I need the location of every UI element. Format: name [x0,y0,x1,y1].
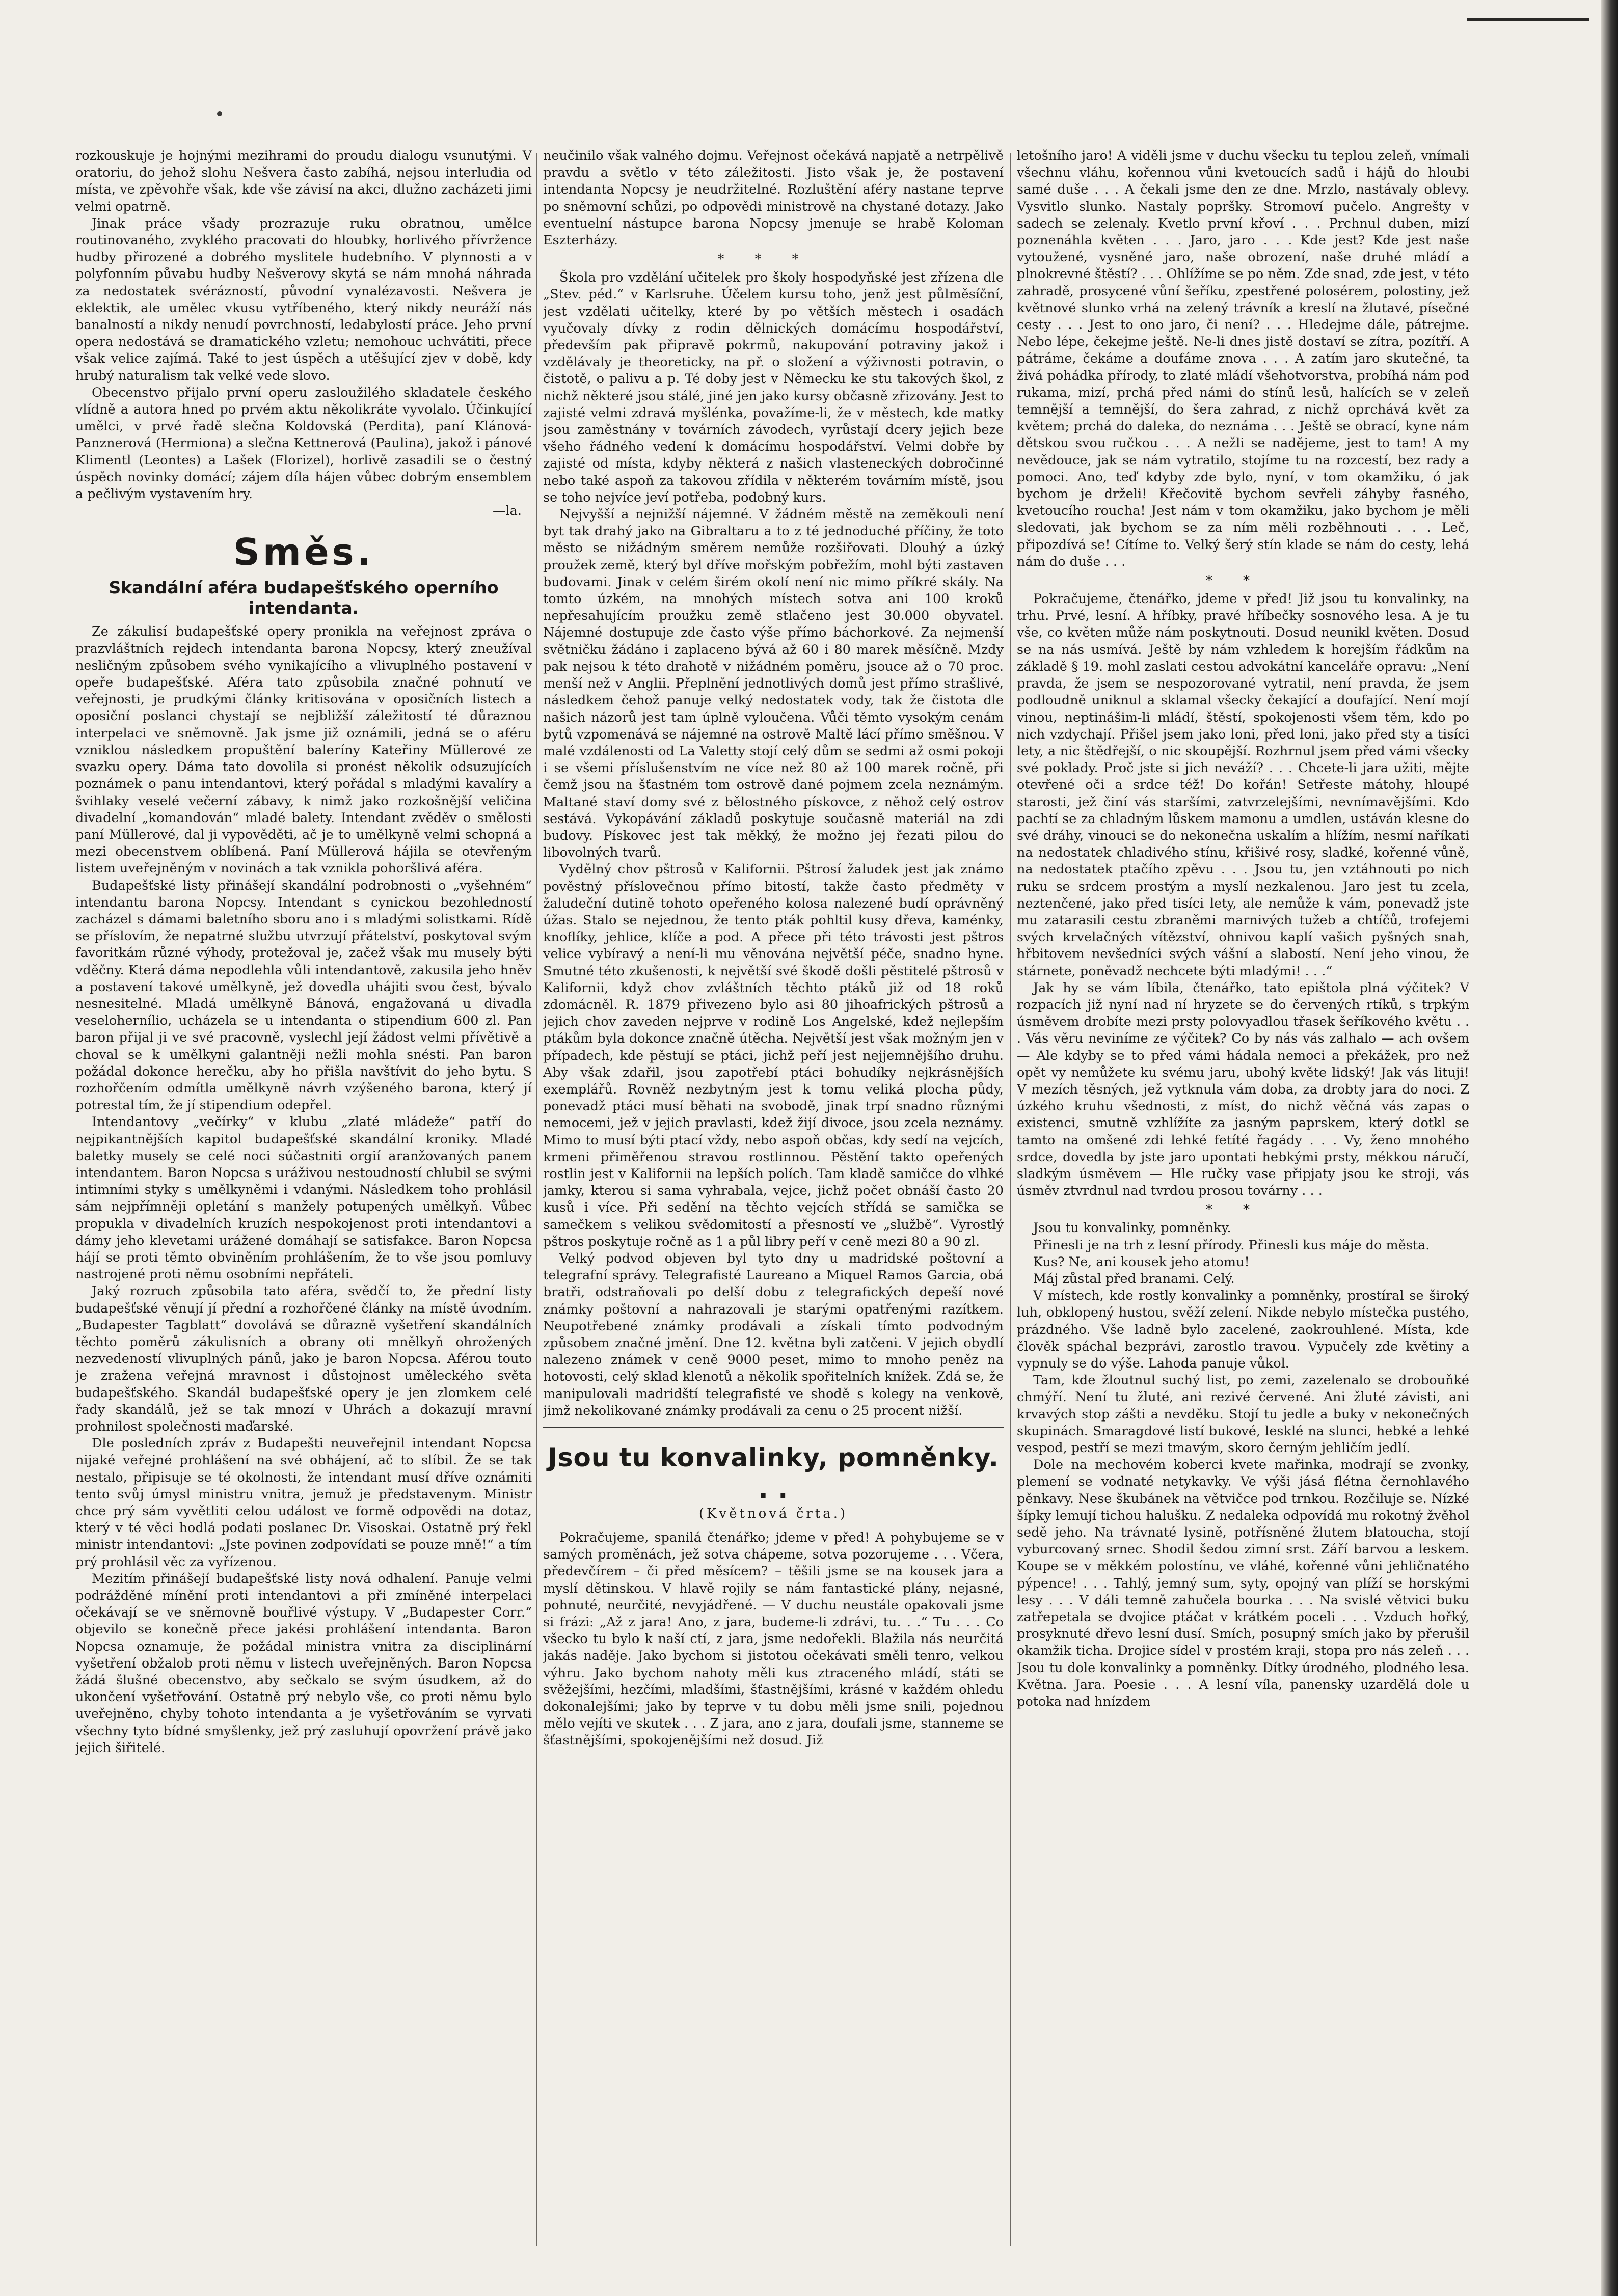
paragraph: Budapešťské listy přinášejí skandální podrobnosti o „vyšehném“ intendantu barona Nopcsy. Intendant s cynickou bezohledností zacházel s dámami baletního sboru ano i s mladými solistkami. Rídě se příslovím, že nepatrné službu utvrzují přátelství, poskytoval svým favoritkám různé výhody, protežoval je, začež však mu musely býti vděčny. Která dáma nepodlehla vůli intendantově, zakusila jeho hněv a postavení takové umělkyně, jež dovedla uhájiti svou čest, bývalo nesnesitelné. Mladá umělkyně Bánová, engažovaná u divadla veselohernílio, ucházela se u intendanta o stipendium 600 zl. Pan baron přijal ji ve své pracovně, vyslechl její žádost velmi přívětivě a choval se k umělkyni galantněji nežli mohla snésti. Pan baron požádal dokonce herečku, aby ho přišla navštívit do jeho bytu. S rozhořčením odmítla umělkyně návrh vzýšeného barona, který jí potrestal tím, že jí stipendium odepřel. [75,878,532,1113]
paragraph: Dle posledních zpráv z Budapešti neuveřejnil intendant Nopcsa nijaké veřejné prohlášení na své obhájení, ač to slíbil. Že se tak nestalo, připisuje se té okolnosti, že intendant musí dříve oznámiti tento svůj úmysl ministru vnitra, jemuž je představenym. Ministr chce prý sám vyvětliti celou událost ve formě odpovědi na dotaz, který v té věci hodlá podati poslanec Dr. Visoskai. Ostatně prý řekl ministr intendantovi: „Jste povinen zodpovídati se pouze mně!“ a tím prý prohlásil věc za vyřízenou. [75,1436,532,1570]
paragraph: Mezitím přinášejí budapešťské listy nová odhalení. Panuje velmi podrážděné mínění proti intendantovi a při zmíněné interpelaci očekávají se ve sněmovně bouřlivé výstupy. V „Budapester Corr.“ objevilo se konečně přece jakési prohlášení intendanta. Baron Nopcsa oznamuje, že požádal ministra vnitra za disciplinární vyšetření obžalob proti němu v listech uveřejněných. Baron Nopcsa žádá šlušné obecenstvo, aby sečkalo se svým úsudkem, až do ukončení vyšetřování. Ostatně prý nebylo vše, co proti němu bylo uveřejněno, chyby tohoto intendanta a je vyšetřováním se vyrvati všechny tyto bídné smyšlenky, jež prý zasluhují opovržení právě jako jejich šiřitelé. [75,1571,532,1756]
section-divider-stars: ** [1206,573,1280,589]
top-rule [1467,18,1589,21]
paragraph: Obecenstvo přijalo první operu zasloužilého skladatele českého vlídně a autora hned po prvém aktu několikráte vyvolalo. Účinkující umělci, v prvé řadě slečna Koldovská (Perdita), paní Klánová-Panznerová (Hermiona) a slečna Kettnerová (Paulina), jakož i pánové Klimentl (Leontes) a Lašek (Florizel), horlivě zasadili se o čestný úspěch novinky domácí; zájem díla hájen vůbec dobrým ensemblem a pečlivým vystavením hry. [75,385,532,502]
paragraph: Pokračujeme, čtenářko, jdeme v před! Již jsou tu konvalinky, na trhu. Prvé, lesní. A hříbky, pravé hříbečky sosnového lesa. A je tu vše, co květen může nám poskytnouti. Dosud neunikl květen. Dosud se na nás usmívá. Ještě by nám vzhledem k horejším řádkům na základě § 19. mohl zaslati cestou advokátní kanceláře opravu: „Není pravda, že jsem se nespozorované vytratil, není pravda, že jsem podloudně uniknul a sklamal všecky čekající a doufající. Není mojí vinou, neptinášim-li mládí, štěstí, spokojenosti všem těm, kdo po nich vzdychají. Přišel jsem jako loni, před loni, jako před sty a tisíci lety, a nic štědřejší, o nic skoupější. Rozhrnul jsem před vámi všecky své poklady. Proč jste si jich neváží? . . . Chcete-li jara užiti, mějte otevřené oči a srdce též! Do kořán! Setřeste mátohy, hloupé starosti, jež činí vás staršími, zatvrzelejšími, nevnímavějšími. Kdo pachtí se za chladným lůskem mamonu a umdlen, ustáván klesne do své dráhy, vinouci se do nekonečna uskalím a hlížím, nesmí naříkati na nedostatek chladivého stínu, křišivé rosy, sladké, kořenné vůně, na nedostatek ptačího zpěvu . . . Jsou tu, jen vztáhnouti po nich ruku se srdcem prostým a myslí nezkalenou. Jaro jest tu zcela, neztenčené, jako před tisíci lety, ale nemůže k vám, ponevadž jste mu zatarasili cestu zbraněmi marnivých tužeb a chtíčů, trofejemi svých krvelačných vítězství, ohnivou kaplí vašich pyšných snah, hřbitovem nevšedníci svých vášní a slabostí. Není jeho vinou, že stárnete, poněvadž nechcete býti mladými! . . .“ [1017,591,1469,979]
section-divider-stars: *** [717,252,829,267]
paragraph: letošního jaro! A viděli jsme v duchu všecku tu teplou zeleň, vnímali všechnu vláhu, kořennou vůni kvetoucích sadů i hájů do hloubi samé duše . . . A čekali jsme den ze dne. Mrzlo, nastávaly oblevy. Vysvitlo slunko. Nastaly popršky. Stromoví pučelo. Angrešty v sadech se zelenaly. Kvetlo první křoví . . . Prchnul duben, mizí poznenáhla květen . . . Jaro, jaro . . . Kde jest? Kde jest naše vytoužené, vysněné jaro, naše obrození, naše druhé mládí a plnokrevné štěstí? . . . Ohlížíme se po něm. Zde snad, zde jest, v této zahradě, prosycené vůní šeříku, zpestřené polosérem, polostiny, jež květnové slunko vrhá na zelený trávník a kreslí na žlutavé, písečné cesty . . . Jest to ono jaro, či není? . . . Hledejme dále, pátrejme. Nebo lépe, čekejme ještě. Ne-li dnes jistě dostaví se zítra, pozítří. A pátráme, čekáme a doufáme znova . . . A zatím jaro skutečné, ta živá pohádka přírody, to zlaté mládí všehotvorstva, probíhá nám pod rukama, mizí, prchá před námi do stínů lesů, halících se v zeleň temnější a temnější, do šera zahrad, z nichž oprchává květ za květem; prchá do daleka, do neznáma . . . Ještě se obrací, kyne nám dětskou svou ručkou . . . A nežli se nadějeme, jest to tam! A my nevědouce, jak se nám vytratilo, stojíme tu na rozcestí, bez rady a pomoci. Ano, teď kdyby zde bylo, nyní, v tom okamžiku, ó jak bychom je drželi! Křečovitě bychom sevřeli záhyby řasného, kvetoucího roucha! Jest nám v tom okamžiku, jako bychom je měli sledovati, jak bychom se za ním měli rozběhnouti . . . Leč, připozdívá se! Cítíme to. Velký šerý stín klade se nám do cesty, lehá nám do duše . . . [1017,148,1469,569]
verse-line: Přinesli je na trh z lesní přírody. Přinesli kus máje do města. [1033,1237,1430,1253]
divider-rule [543,1427,1004,1428]
verse-line: Kus? Ne, ani kousek jeho atomu! [1033,1254,1250,1270]
paragraph: Jaký rozruch způsobila tato aféra, svědčí to, že přední listy budapešťské věnují jí přední a rozhořčené články na místě úvodním. „Budapester Tagblatt“ dovolává se důrazně vyšetření skandálních těchto poměrů zákulisních a obrany oti mnělkyň ohrožených nezvedeností vlivuplných pánů, jako je baron Nopcsa. Aférou touto je zražena veřejná mravnost i důstojnost uměleckého světa budapešťského. Skandál budapešťské opery je jen zlomkem celé řady skandálů, jež se tak mnozí v Uhrách a dokazují mravní prohnilost společnosti maďarské. [75,1283,532,1435]
news-item: Nejvyšší a nejnižší nájemné. V žádném městě na zeměkouli není byt tak drahý jako na Gibraltaru a to z té jednoduché příčiny, že toto město se nižádným směrem nemůže rozšiřovati. Dlouhý a úzký proužek země, který byl dříve mořským pobřežím, mohl býti zastaven budovami. Jinak v celém širém okolí není nic mimo příkré skály. Na tomto úzkém, na mnohých místech sotva ani 100 kroků nepřesahujícím proužku země stlačeno jest 30.000 obyvatel. Nájemné dostupuje zde často výše přímo báchorkové. Za nejmenší světničku žádáno i zaplaceno bývá až 60 i 80 marek měsíčně. Mzdy pak nejsou k této drahotě v nižádném poměru, jsouce až o 70 proc. menší než v Anglii. Přeplnění jednotlivých domů jest přímo strašlivé, následkem čehož panuje velký nedostatek vody, tak že čistota dle našich názorů jest tam úplně vyloučena. Vůči těmto vysokým cenám bytů vzpomenává se nájemné na ostrově Maltě lácí přímo směšnou. V malé vzdálenosti od La Valetty stojí celý dům se sedmi až osmi pokoji i se všemi příslušenstvím ne více než 80 až 100 marek ročně, při čemž jsou na šťastném tom ostrově dané pojmem zcela neznámým. Maltané staví domy své z bělostného pískovce, z něhož celý ostrov sestává. Vykopávání základů poskytuje současně materiál na zdi budovy. Pískovec jest tak měkký, že možno jej řezati pilou do libovolných tvarů. [543,507,1004,861]
column-2 [543,148,1004,2246]
news-item: Vydělný chov pštrosů v Kalifornii. Pštrosí žaludek jest jak známo pověstný příslovečnou přímo bitostí, takže často předměty v žaludeční dutině tohoto opeřeného kolosa nalezené budí oprávněný úžas. Stalo se nejednou, že tento pták pohltil kusy dřeva, kaménky, knoflíky, jehlice, klíče a pod. A přece při této trávosti jest pštros velice vybíravý a není-li mu věnována největší péče, snadno hyne. Smutné této zkušenosti, k největší své škodě došli pěstitelé pštrosů v Kalifornii, když chov zvláštních těchto ptáků již od 18 roků zdomácněl. R. 1879 přivezeno bylo asi 80 jihoafrických pštrosů a jejich chov zaveden nejprve v rodině Los Angelské, kdež nejlepším ptákům byla dokonce značně útěcha. Největší jest však možným jen v případech, kde pěstují se ptáci, jichž peří jest nejjemnějšího druhu. Aby však zdařil, jsou zapotřebí ptáci bohudíky nejkrásnějších exemplářů. Rovněž nezbytným jest k tomu veliká plocha půdy, ponevadž ptáci musí běhati na svobodě, jinak trpí snadno různými nemocemi, jež v jejich pravlasti, kdež žijí divoce, jsou zcela neznámy. Mimo to musí býti ptací vždy, nebo aspoň občas, kdy sedí na vejcích, krmeni přiměřenou stravou rostlinnou. Pěstění takto opeřených rostlin jest v Kalifornii na lepších polích. Tam kladě samičce do vlhké jamky, kterou si sama vyhrabala, vejce, jichž počet obnáší často 20 kusů i více. Při sedění na těchto vejcích střídá se samička se samečkem s velikou svědomitostí a přesností ve „službě“. Vyrostlý pštros poskytuje ročně as 1 a půl libry peří v ceně mezi 80 a 90 zl. [543,862,1004,1249]
paragraph: V místech, kde rostly konvalinky a pomněnky, prostíral se široký luh, obklopený hustou, svěží zelení. Nikde nebylo místečka pustého, prázdného. Vše ladně bylo zacelené, zaokrouhlené. Místa, kde člověk spáchal bezprávi, zarostlo travou. Vypučely zde květiny a vypnuly se do výše. Lahoda panuje vůkol. [1017,1288,1469,1372]
feature-subtitle: (Květnová črta.) [698,1506,848,1522]
article-headline: Skandální aféra budapešťského operního intendanta. [109,578,499,618]
column-separator [536,153,537,2246]
paragraph: Ze zákulisí budapešťské opery pronikla na veřejnost zpráva o prazvláštních rejdech intendanta barona Nopcsy, který zneužíval nesličným způsobem svého vynikajícího a vlivuplného postavení v opeře budapešťské. Aféra tato způsobila značné pohnutí ve veřejnosti, je prudkými články kritisována v oposičních listech a oposiční poslanci chystají se nejbližší záležitostí té důraznou interpelaci ve sněmovně. Jak jsme již oznámili, jedná se o aféru vzniklou následkem propuštění baleríny Kateřiny Müllerové ze svazku opery. Dáma tato dovolila si pronést několik odsuzujících poznámek o panu intendantovi, který pořádal s mladými kavalíry a švihlaky veselé večerní zábavy, k nimž jako rozkošnější veličina divadelní „komandován“ mladé balety. Intendant zvěděv o smělosti paní Müllerové, dal ji vypověděti, ač je to umělkyně velmi schopná a mezi obecenstvem oblíbená. Paní Müllerová hájila se otevřeným listem uveřejněným v novinách a tak vznikla pohoršlivá aféra. [75,624,532,877]
section-title: Směs. [233,531,374,574]
paragraph: neučinilo však valného dojmu. Veřejnost očekává napjatě a netrpělivě pravdu a světlo v této záležitosti. Jisto však je, že postavení intendanta Nopcsy je neudržitelné. Rozluštění aféry nastane teprve po sněmovní schůzi, po odpovědi ministrově na chystané dotazy. Jako eventuelní nástupce barona Nopcsy jmenuje se hrabě Koloman Eszterházy. [543,148,1004,249]
column-3 [1017,148,1469,2246]
paragraph: Pokračujeme, spanilá čtenářko; jdeme v před! A pohybujeme se v samých proměnách, jež sotva chápeme, sotva pozorujeme . . . Včera, předevčírem – či před měsícem? – těšili jsme se na kousek jara a myslí dětinskou. V hlavě rojily se nám fantastické plány, nejasné, pohnuté, neurčité, nevyjádřené. — V duchu neustále opakovali jsme si frázi: „Až z jara! Ano, z jara, budeme-li zdrávi, tu. . .“ Tu . . . Co všecko tu bylo k naší ctí, z jara, jsme nedořekli. Blažila nás neurčitá jakás naděje. Jako bychom si jistotou očekávati směli tenro, velkou výhru. Jako bychom nahoty měli kus ztraceného mládí, státi se svěžejšími, hezčími, mladšími, šťastnějšími, krásné v každém ohledu dokonalejšími; jako by teprve v tu dobu měli jsme snili, pojednou mělo vejíti ve skutek . . . Z jara, ano z jara, doufali jsme, stanneme se šťastnějšími, spokojenějšími než dosud. Již [543,1530,1004,1748]
page-speck [217,111,222,116]
column-separator [1010,153,1011,2246]
news-item: Velký podvod objeven byl tyto dny u madridské poštovní a telegrafní správy. Telegrafisté Laureano a Miquel Ramos Garcia, obá bratři, odstraňovali po delší dobu z telegrafických depeší nové známky poštovní a nahrazovali je starými opatřenými razítkem. Neupotřebené známky prodávali a získali tímto podvodným způsobem značné jmění. Dne 12. května byli zatčeni. V jejich obydlí nalezeno známek v ceně 9000 peset, mimo to mnoho peněz na hotovosti, celý sklad klenotů a několik spořitelních knížek. Zdá se, že manipulovali madridští telegrafisté ve shodě s kolegy na venkově, jimž nekolikované známky prodávali za cenu o 25 procent nižší. [543,1251,1004,1418]
paragraph: Dole na mechovém koberci kvete mařinka, modrají se zvonky, plemení se vodnaté netykavky. Ve výši jásá flétna černohlavého pěnkavy. Nese škubánek na větvičce pod trnkou. Rozčiluje se. Nízké šípky lemují tichou halušku. Z nedaleka odpovídá mu rokotný žvěhol sedě jeho. Na trávnaté lysině, potřísněné žlutem blatoucha, stojí vyburcovaný srnec. Shodil šedou zimní srst. Září barvou a leskem. Koupe se v měkkém polostínu, ve vláhé, kořenné vůni jehličnatého pýpence! . . . Tahlý, jemný sum, syty, opojný van plíží se horskými lesy . . . V dáli temně zahučela bourka . . . Na svislé větvici buku zatřepetala se dvojice ptáčat v krátkém poceli . . . Vzduch hořký, prosyknuté dřevo lesní dusí. Smích, posupný smích jako by přerušil okamžik ticha. Drojice sídel v prostém kraji, stopa pro nás zeleň . . . Jsou tu dole konvalinky a pomněnky. Dítky úrodného, plodného lesa. Května. Jara. Poesie . . . A lesní víla, panensky uzardělá dole u potoka nad hnízdem [1017,1457,1469,1710]
paragraph: Jinak práce všady prozrazuje ruku obratnou, umělce routinovaného, zvyklého pracovati do hloubky, horlivého přívržence hudby přirozené a dobrého myslitele hudebního. V plynnosti a v polyfonním půvabu hudby Nešverovy skytá se nám mnohá náhrada za nedostatek svérázností, původní vynalézavosti. Nešvera je eklektik, ale umělec vkusu vytříbeného, který nikdy neuráží nás banalností a nikdy nenudí povrchností, ledabylostí práce. Jeho první opera nedostává se dramatického vzletu; nemohouc uchvátiti, přece však velice zajímá. Také to jest úspěch a utěšující zjev v době, kdy hrubý naturalism tak velké vede slovo. [75,215,532,384]
paragraph: Tam, kde žloutnul suchý list, po zemi, zazelenalo se drobouňké chmýří. Není tu žluté, ani rezivé červené. Ani žluté závisti, ani krvavých stop zášti a nevděku. Stojí tu jedle a buky v nekonečných skupinách. Smaragdové listí bukové, lesklé na slunci, hebké a lehké vespod, pestří se mezi tmavým, skoro černým jehličím jedlí. [1017,1373,1469,1456]
section-divider-stars: ** [1206,1202,1280,1218]
paragraph: Jak hy se vám líbila, čtenářko, tato epištola plná výčitek? V rozpacích již nyní nad ní hryzete se do červených rtíků, s trpkým úsměvem drobíte mezi prsty polovyadlou třasek šeříkového květu . . . Vás věru neviníme ze výčitek? Co by nás vás zalhalo — ach ovšem — Ale kdyby se to před vámi hádala nemoci a překážek, pro než opět vy nemůžete ku svému jaru, ubohý květe lidský! Jak vás lituji! V mezích těsných, jež vytknula vám doba, za drobty jara do noci. Z úzkého kruhu všednosti, z míst, do nichž věčná vás zapas o existenci, smutně vzhlížíte za jasným paprskem, který dotkl se tamto na omšené zdi lehké fetíté řagády . . . Vy, ženo mnohého srdce, dovedla by jste jaro upontati hebkými prsty, mékkou náručí, sladkým úsměvem — Hle ručky vase připjaty jsou ke stroji, vás úsměv ztvrdnul nad tvrdou prosou továrny . . . [1017,980,1469,1199]
column-1 [75,148,532,2246]
paragraph: rozkouskuje je hojnými mezihrami do proudu dialogu vsunutými. V oratoriu, do jehož slohu Nešvera často zabíhá, nejsou interludia od místa, ve zpěvohře však, kde vše závisí na akci, dlužno zacházeti jimi velmi opatrně. [75,148,532,214]
verse-line: Máj zůstal před branami. Celý. [1033,1271,1235,1287]
paragraph: Intendantovy „večírky“ v klubu „zlaté mládeže“ patří do nejpikantnějších kapitol budapešťské skandální kroniky. Mladé baletky musely se celé noci súčastniti orgií aranžovaných panem intendantem. Baron Nopcsa s uráživou nestoudností chlubil se svými intimními styky s umělkyněmi i vdanými. Následkem toho prohlásil sám nejpřímněji opletání s manžely potupených umělkyň. Vůbec propukla v divadelních kruzích nespokojenost proti intendantovi a dámy jeho klevetami urážené domáhají se satisfakce. Baron Nopcsa hájí se proti těmto obviněním prohlášením, že to vše jsou pomluvy nastrojené proti němu osobními nepřáteli. [75,1114,532,1282]
signature: —la. [493,503,522,519]
verse-line: Jsou tu konvalinky, pomněnky. [1033,1220,1231,1236]
feature-title: Jsou tu konvalinky, pomněnky. . . [548,1443,999,1505]
scan-edge [1601,0,1618,2296]
news-item: Škola pro vzdělání učitelek pro školy hospodyňské jest zřízena dle „Stev. péd.“ v Karlsruhe. Účelem kursu toho, jenž jest půlměsíční, jest vzdělati učitelky, které by po větších městech i osadách vyučovaly dívky z rodin dělnických domácímu hospodářství, především pak připravě pokrmů, nakupování potraviny jakož i vzdělávaly je theoreticky, na př. o složení a výživnosti potravin, o čistotě, o palivu a p. Té doby jest v Německu ke stu takových škol, z nichž některé jsou stálé, jiné jen jako kursy občasně zřizovány. Jest to zajisté velmi zdravá myšlénka, považíme-li, že v městech, kde matky jsou zaměstnány v továrních závodech, vyrůstají dcery jejich beze všeho řádného vedení k domácímu hospodářství. Velmi dobře by zajisté od místa, kdyby některá z našich vlasteneckých dobročinné nebo také aspoň za takovou zřídila v některém továrním místě, jsou se toho nejvíce jeví potřeba, podobný kurs. [543,270,1004,505]
